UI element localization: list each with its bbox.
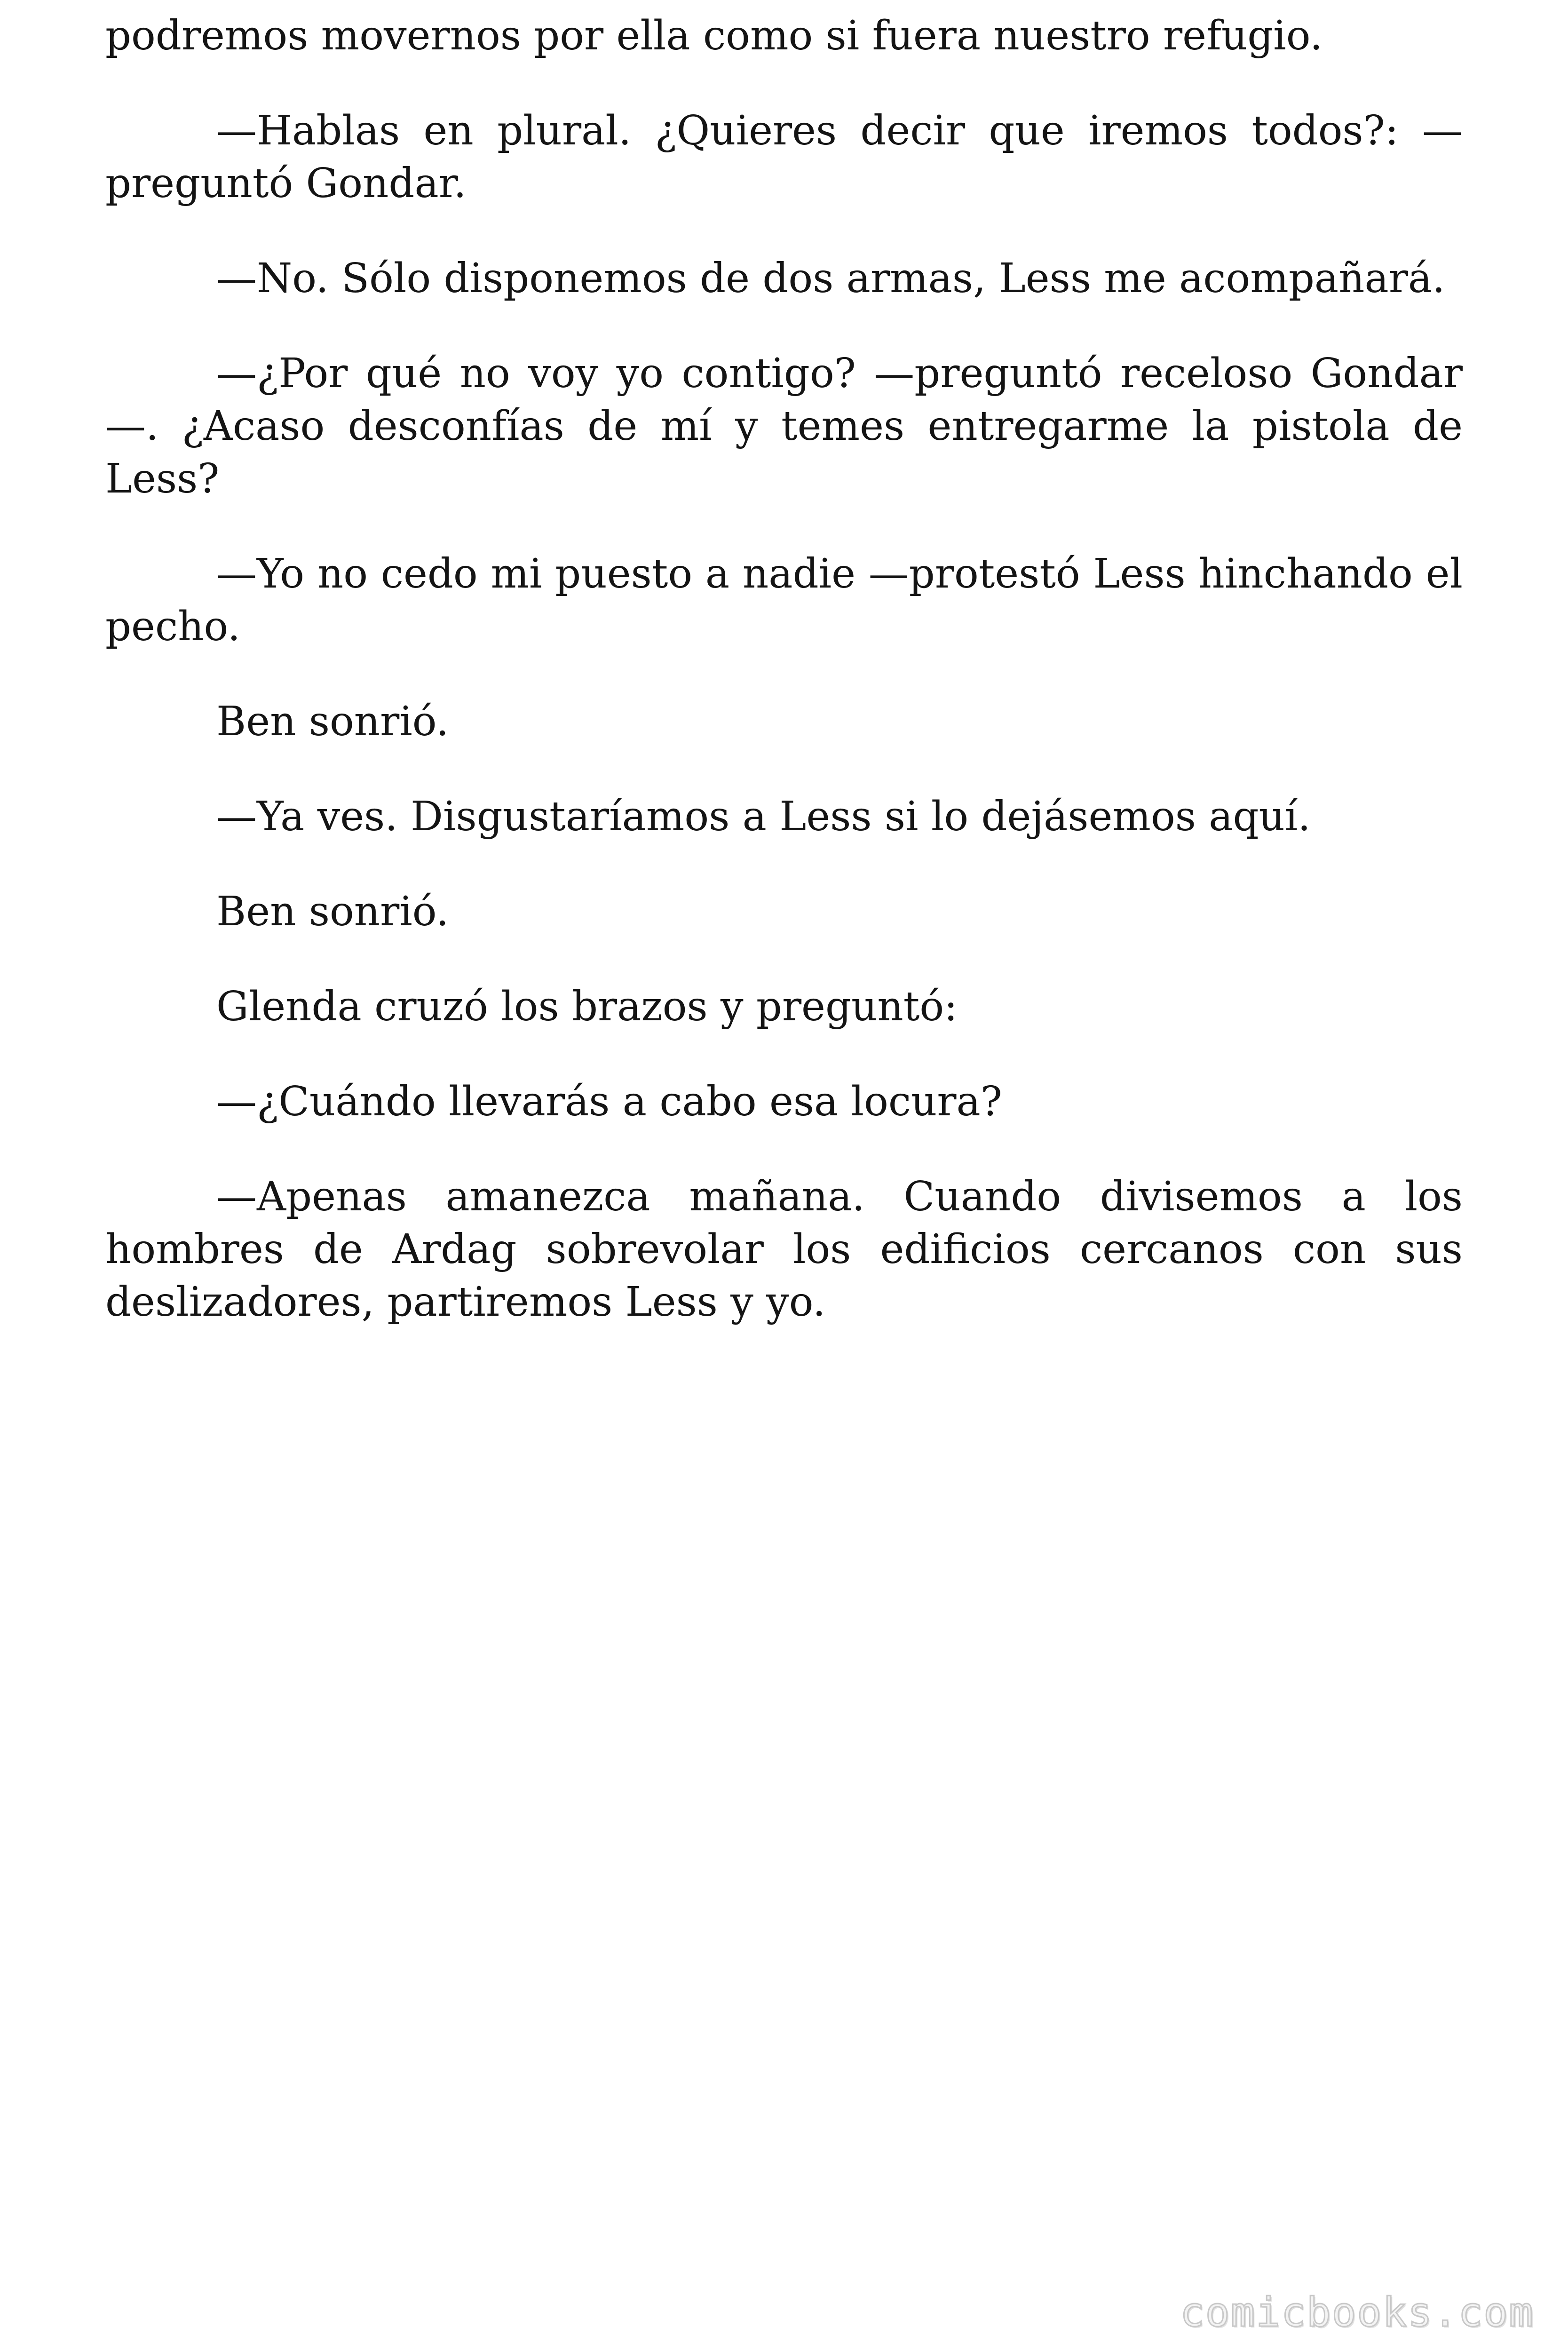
site-watermark: comicbooks.com bbox=[1180, 2289, 1534, 2336]
paragraph-narration: Ben sonrió. bbox=[216, 698, 449, 745]
paragraph-narration: Glenda cruzó los brazos y preguntó: bbox=[216, 983, 958, 1030]
paragraph-dialogue: —¿Cuándo llevarás a cabo esa locura? bbox=[216, 1078, 1002, 1125]
body-text bbox=[105, 9, 1463, 1371]
paragraph-dialogue: —¿Por qué no voy yo contigo? —preguntó receloso Gondar—. ¿Acaso desconfías de mí y temes entregarme la pistola de Less? bbox=[105, 350, 1463, 502]
paragraph-dialogue: —Hablas en plural. ¿Quieres decir que iremos todos?: —preguntó Gondar. bbox=[105, 107, 1463, 207]
paragraph-narration: Ben sonrió. bbox=[216, 888, 449, 935]
paragraph-dialogue: —Ya ves. Disgustaríamos a Less si lo dejásemos aquí. bbox=[216, 793, 1311, 840]
paragraph-dialogue: —Apenas amanezca mañana. Cuando divisemos a los hombres de Ardag sobrevolar los edificios cercanos con sus deslizadores, partiremos Less y yo. bbox=[105, 1173, 1463, 1326]
paragraph-dialogue: —Yo no cedo mi puesto a nadie —protestó Less hinchando el pecho. bbox=[105, 550, 1463, 650]
paragraph-continuation: podremos movernos por ella como si fuera nuestro refugio. bbox=[105, 12, 1323, 59]
paragraph-dialogue: —No. Sólo disponemos de dos armas, Less me acompañará. bbox=[216, 255, 1445, 302]
